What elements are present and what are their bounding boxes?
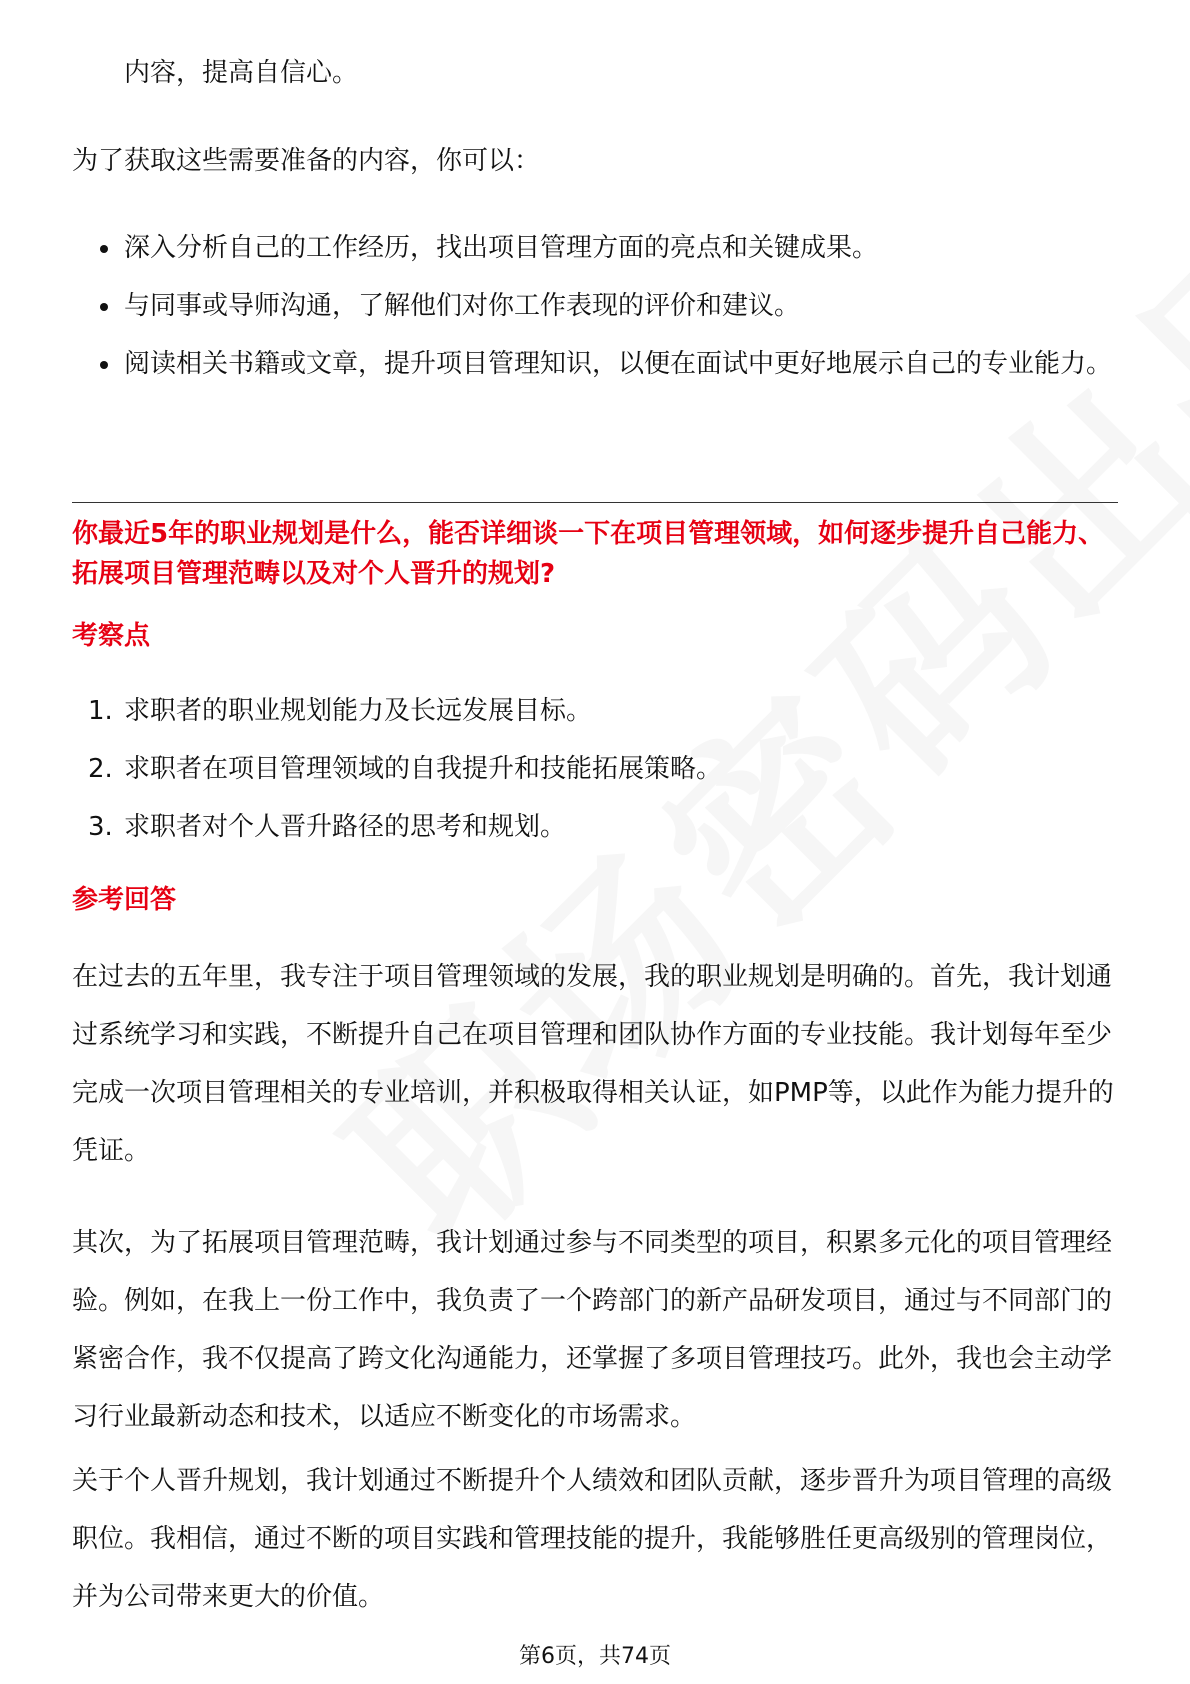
list-number: 1. [88, 696, 113, 726]
answer-paragraph: 关于个人晋升规划，我计划通过不断提升个人绩效和团队贡献，逐步晋升为项目管理的高级职位。我相信，通过不断的项目实践和管理技能的提升，我能够胜任更高级别的管理岗位，并为公司带来更大的价值。 [72, 1466, 1113, 1612]
bullet-item: 深入分析自己的工作经历，找出项目管理方面的亮点和关键成果。 [72, 219, 1118, 277]
list-item [72, 798, 1118, 856]
assessment-points-list [72, 682, 1118, 856]
section-title-answer: 参考回答 [72, 885, 177, 915]
answer-paragraph: 在过去的五年里，我专注于项目管理领域的发展，我的职业规划是明确的。首先，我计划通过系统学习和实践，不断提升自己在项目管理和团队协作方面的专业技能。我计划每年至少完成一次项目管理相关的专业培训，并积极取得相关认证，如PMP等，以此作为能力提升的凭证。 [72, 962, 1114, 1166]
section-divider [72, 502, 1118, 503]
list-text: 求职者在项目管理领域的自我提升和技能拓展策略。 [124, 754, 723, 784]
list-text: 求职者的职业规划能力及长远发展目标。 [124, 696, 593, 726]
bullet-item: 阅读相关书籍或文章，提升项目管理知识，以便在面试中更好地展示自己的专业能力。 [72, 335, 1118, 393]
preparation-bullet-list [72, 219, 1118, 393]
list-number: 3. [88, 812, 113, 842]
page-footer: 第6页，共74页 [519, 1644, 671, 1669]
bullet-item: 与同事或导师沟通，了解他们对你工作表现的评价和建议。 [72, 277, 1118, 335]
answer-paragraph: 其次，为了拓展项目管理范畴，我计划通过参与不同类型的项目，积累多元化的项目管理经验。例如，在我上一份工作中，我负责了一个跨部门的新产品研发项目，通过与不同部门的紧密合作，我不仅提高了跨文化沟通能力，还掌握了多项目管理技巧。此外，我也会主动学习行业最新动态和技术，以适应不断变化的市场需求。 [72, 1228, 1113, 1432]
continuation-text: 内容，提高自信心。 [124, 58, 359, 88]
section-title-points: 考察点 [72, 621, 151, 651]
list-number: 2. [88, 754, 113, 784]
list-text: 求职者对个人晋升路径的思考和规划。 [124, 812, 567, 842]
intro-paragraph: 为了获取这些需要准备的内容，你可以： [72, 146, 541, 176]
question-heading: 你最近5年的职业规划是什么，能否详细谈一下在项目管理领域，如何逐步提升自己能力、拓展项目管理范畴以及对个人晋升的规划? [72, 519, 1105, 589]
list-item [72, 740, 1118, 798]
list-item [72, 682, 1118, 740]
